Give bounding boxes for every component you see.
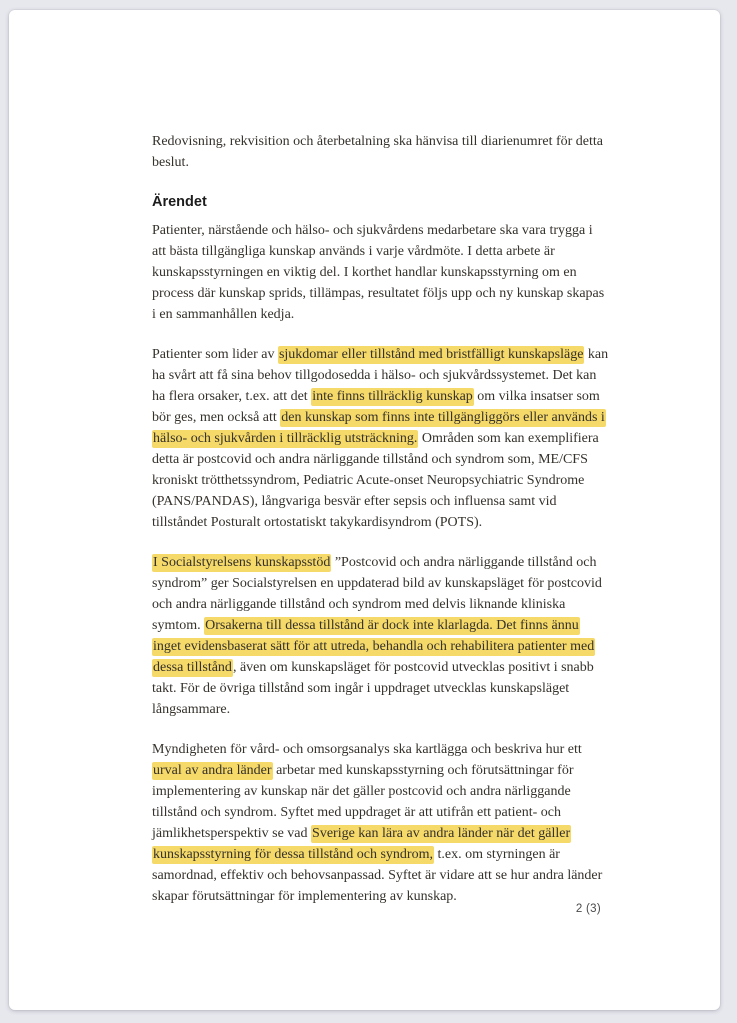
section-heading [152,192,610,212]
text-run: t.ex. om styrningen är samordnad, effektiv och behovsanpassad. Syftet är vidare att se hur andra länder skapar förutsättningar för implementering av kunskap. [152,847,603,904]
text-run: ”Postcovid och andra närliggande tillstånd och syndrom” ger Socialstyrelsen en uppdaterad bild av kunskapsläget för postcovid och andra närliggande tillstånd och syndrom med delvis liknande kliniska symtom. [152,555,602,633]
highlighted-text: Sverige kan lära av andra länder när det gäller kunskapsstyrning för dessa tillstånd och syndrom, [153,826,571,862]
text-run: Patienter, närstående och hälso- och sjukvårdens medarbetare ska vara trygga i att bästa tillgängliga kunskap används i varje vårdmöte. I detta arbete är kunskapsstyrningen en viktig del. I korthet handlar kunskapsstyrning om en process där kunskap sprids, tillämpas, resultatet följs upp och ny kunskap skapas i en sammanhållen kedja. [152,223,605,322]
highlighted-text: urval av andra länder [153,763,272,778]
document-content [152,131,610,926]
paragraph [152,131,610,173]
document-page [9,10,720,1010]
text-run: Ärendet [152,194,207,210]
text-run: Områden som kan exemplifiera detta är postcovid och andra närliggande tillstånd och syndrom som, ME/CFS kroniskt trötthetssyndrom, Pediatric Acute-onset Neuropsychiatric Syndrome (PANS/PANDAS), långvariga besvär efter sepsis och influensa samt vid tillståndet Posturalt ortostatiskt takykardisyndrom (POTS). [152,431,599,530]
text-run: om vilka insatser som bör ges, men också att [152,389,600,425]
paragraph [152,220,610,325]
text-run: Patienter som lider av [152,347,278,362]
highlighted-text: inte finns tillräcklig kunskap [312,389,473,404]
paragraph [152,739,610,907]
highlighted-text: I Socialstyrelsens kunskapsstöd [153,555,331,570]
text-run: arbetar med kunskapsstyrning och förutsättningar för implementering av kunskap när det gäller postcovid och andra närliggande tillstånd och syndrom. Syftet med uppdraget är att utifrån ett patient- och jämlikhetsperspektiv se vad [152,763,574,841]
paragraph [152,344,610,533]
paragraph [152,552,610,720]
text-run: kan ha svårt att få sina behov tillgodosedda i hälso- och sjukvårdssystemet. Det kan ha flera orsaker, t.ex. att det [152,347,609,404]
highlighted-text: den kunskap som finns inte tillgängliggörs eller används i hälso- och sjukvården i tillräcklig utsträckning. [153,410,605,446]
text-run: Redovisning, rekvisition och återbetalning ska hänvisa till diarienumret för detta beslut. [152,134,603,170]
text-run: Myndigheten för vård- och omsorgsanalys ska kartlägga och beskriva hur ett [152,742,582,757]
highlighted-text: Orsakerna till dessa tillstånd är dock inte klarlagda. Det finns ännu inget evidensbaserat sätt för att utreda, behandla och rehabilitera patienter med dessa tillstånd [153,618,595,675]
page-number: 2 (3) [575,903,601,915]
highlighted-text: sjukdomar eller tillstånd med bristfälligt kunskapsläge [278,347,584,362]
text-run: , även om kunskapsläget för postcovid utvecklas positivt i snabb takt. För de övriga tillstånd som ingår i uppdraget utvecklas kunskapsläget långsammare. [152,660,594,717]
